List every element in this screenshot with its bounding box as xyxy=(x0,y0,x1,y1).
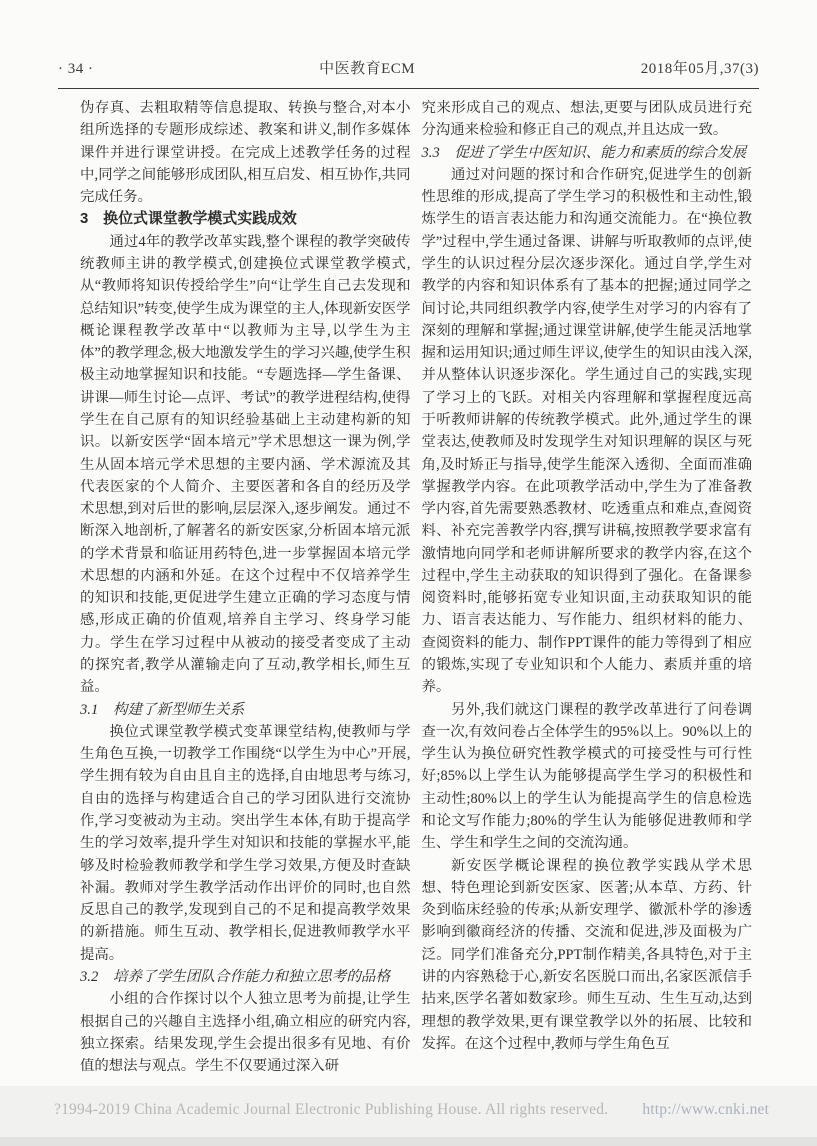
section-heading-3-1: 3.1 构建了新型师生关系 xyxy=(80,701,245,718)
cnki-link[interactable]: http://www.cnki.net xyxy=(642,1101,770,1118)
paragraph-section-3-3b: 另外,我们就这门课程的教学改革进行了问卷调查一次,有效问卷占全体学生的95%以上。90%以上的学生认为换位研究性教学模式的可接受性与可行性好;85%以上学生认为能够提高学生学习的积极性和主动性;80%以上的学生认为能提高学生的信息检选和论文写作能力;80%的学生认为能够促进教师和学生、学生和学生之间的交流沟通。 xyxy=(421,701,752,852)
copyright-text: ?1994-2019 China Academic Journal Electronic Publishing House. All rights reserved. xyxy=(54,1101,609,1118)
journal-title: 中医教育ECM xyxy=(319,61,416,77)
section-heading-3-3: 3.3 促进了学生中医知识、能力和素质的综合发展 xyxy=(421,144,747,161)
header-divider-rule xyxy=(58,88,759,89)
page-number: · 34 · xyxy=(58,61,94,77)
issue-info: 2018年05月,37(3) xyxy=(640,61,759,77)
page-header xyxy=(58,57,759,78)
paragraph-section-3-3a: 通过对问题的探讨和合作研究,促进学生的创新性思维的形成,提高了学生学习的积极性和主动性,锻炼学生的语言表达能力和沟通交流能力。在“换位教学”过程中,学生通过备课、讲解与听取教师的点评,使学生的认识过程分层次逐步深化。通过自学,学生对教学的内容和知识体系有了基本的把握;通过同学之间讨论,共同组织教学内容,使学生对学习的内容有了深刻的理解和掌握;通过课堂讲解,使学生能灵活地掌握和运用知识;通过师生评议,使学生的知识由浅入深,并从整体认识逐步深化。学生通过自己的实践,实现了学习上的飞跃。对相关内容理解和掌握程度远高于听教师讲解的传统教学模式。此外,通过学生的课堂表达,使教师及时发现学生对知识理解的误区与死角,及时矫正与指导,使学生能深入透彻、全面而准确掌握教学内容。在此项教学活动中,学生为了准备教学内容,首先需要熟悉教材、吃透重点和难点,查阅资料、补充完善教学内容,撰写讲稿,按照教学要求富有激情地向同学和老师讲解所要求的教学内容,在这个过程中,学生主动获取的知识得到了强化。在备课参阅资料时,能够拓宽专业知识面,主动获取知识的能力、语言表达能力、写作能力、组织材料的能力、查阅资料的能力、制作PPT课件的能力等得到了相应的锻炼,实现了专业知识和个人能力、素质并重的培养。 xyxy=(421,166,752,696)
paragraph-section-3-1: 换位式课堂教学模式变革课堂结构,使教师与学生角色互换,一切教学工作围绕“以学生为中心”开展,学生拥有较为自由且自主的选择,自由地思考与练习,自由的选择与构建适合自己的学习团队进行交流协作,学习变被动为主动。突出学生本体,有助于提高学生的学习效率,提升学生对知识和技能的掌握水平,能够及时检验教师教学和学生学习效果,方便及时查缺补漏。教师对学生教学活动作出评价的同时,也自然反思自己的教学,发现到自己的不足和提高教学效果的新措施。师生互动、教学相长,促进教师教学水平提高。 xyxy=(80,723,411,963)
paragraph-section-3-3c: 新安医学概论课程的换位教学实践从学术思想、特色理论到新安医家、医著;从本草、方药、针灸到临床经验的传承;从新安理学、徽派朴学的渗透影响到徽商经济的传播、交流和促进,涉及面极为广泛。同学们准备充分,PPT制作精美,各具特色,对于主讲的内容熟稔于心,新安名医脱口而出,名家医派信手拈来,医学名著如数家珍。师生互动、生生互动,达到理想的教学效果,更有课堂教学以外的拓展、比较和发挥。在这个过程中,教师与学生角色互 xyxy=(421,857,752,1052)
paragraph-section-3: 通过4年的教学改革实践,整个课程的教学突破传统教师主讲的教学模式,创建换位式课堂教学模式,从“教师将知识传授给学生”向“让学生自己去发现和总结知识”转变,使学生成为课堂的主人,体现新安医学概论课程教学改革中“以教师为主导,以学生为主体”的教学理念,极大地激发学生的学习兴趣,使学生积极主动地掌握知识和技能。“专题选择—学生备课、讲课—师生讨论—点评、考试”的教学进程结构,使得学生在自己原有的知识经验基础上主动建构新的知识。以新安医学“固本培元”学术思想这一课为例,学生从固本培元学术思想的主要内涵、学术源流及其代表医家的个人简介、主要医著和各自的经历及学术思想,到对后世的影响,层层深入,逐步阐发。通过不断深入地剖析,了解著名的新安医家,分析固本培元派的学术背景和临证用药特色,进一步掌握固本培元学术思想的内涵和外延。在这个过程中不仅培养学生的知识和技能,更促进学生建立正确的学习态度与情感,形成正确的价值观,培养自主学习、终身学习能力。学生在学习过程中从被动的接受者变成了主动的探究者,教学从灌输走向了互动,教学相长,师生互益。 xyxy=(80,233,411,696)
right-column xyxy=(422,97,753,1077)
paragraph-section-3-2: 小组的合作探讨以个人独立思考为前提,让学生根据自己的兴趣自主选择小组,确立相应的研究内容,独立探索。结果发现,学生会提出很多有见地、有价值的想法与观点。学生不仅要通过深入研 xyxy=(80,991,411,1075)
article-body xyxy=(80,97,752,1077)
left-column xyxy=(80,97,411,1077)
footer xyxy=(54,1101,769,1119)
paragraph-continued: 伪存真、去粗取精等信息提取、转换与整合,对本小组所选择的专题形成综述、教案和讲义,制作多媒体课件并进行课堂讲授。在完成上述教学任务的过程中,同学之间能够形成团队,相互启发、相互协作,共同完成任务。 xyxy=(80,100,411,206)
paragraph-continued: 究来形成自己的观点、想法,更要与团队成员进行充分沟通来检验和修正自己的观点,并且达成一致。 xyxy=(421,100,752,139)
section-heading-3-2: 3.2 培养了学生团队合作能力和独立思考的品格 xyxy=(80,968,391,985)
bottom-edge-strip xyxy=(0,1137,817,1146)
section-heading-3: 3 换位式课堂教学模式实践成效 xyxy=(80,211,297,228)
